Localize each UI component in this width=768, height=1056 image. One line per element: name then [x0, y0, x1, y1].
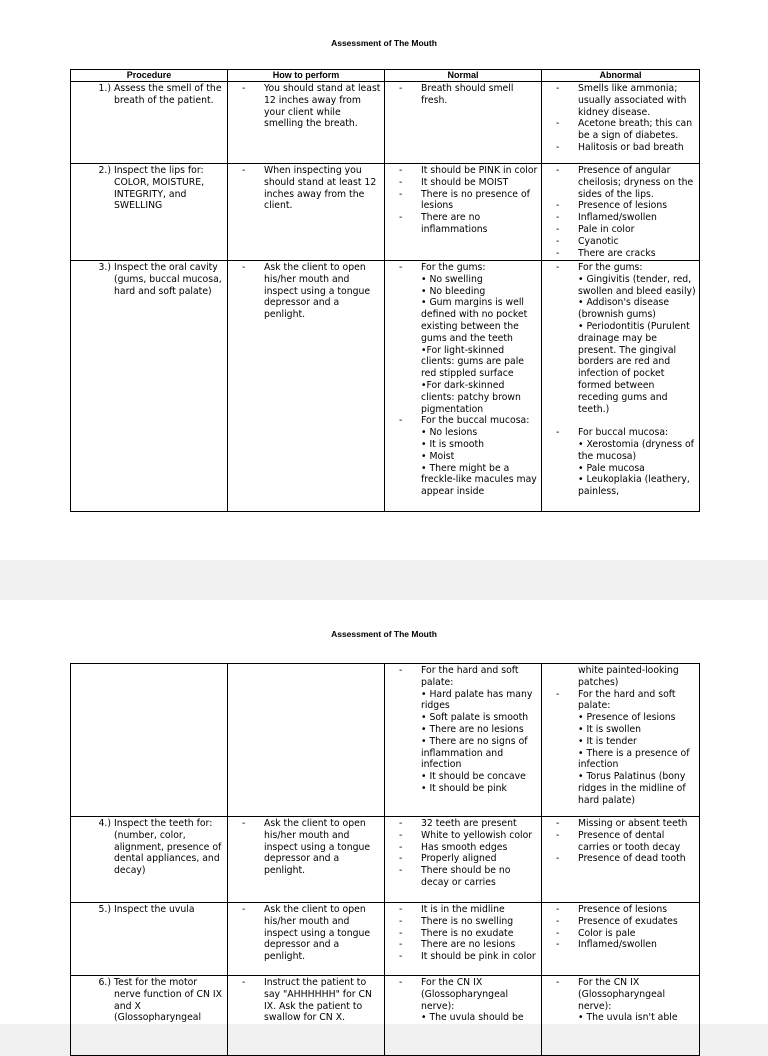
list-item-text: For the CN IX (Glossopharyngeal nerve): • The uvula should be	[421, 977, 524, 1024]
dash-marker: -	[242, 83, 246, 94]
dash-marker: -	[242, 262, 246, 273]
list-item	[230, 818, 382, 877]
list-item-text: Ask the client to open his/her mouth and inspect using a tongue depressor and a penlight.	[264, 262, 371, 321]
dash-marker: -	[556, 235, 560, 247]
page-title: Assessment of The Mouth	[331, 38, 437, 48]
list-item-text: There is no exudate	[421, 927, 514, 939]
list-item-text: For the CN IX (Glossopharyngeal nerve): • The uvula isn't able	[578, 977, 678, 1024]
table-row	[71, 976, 700, 1056]
dash-marker: -	[556, 83, 560, 94]
list-item-text: Presence of angular cheilosis; dryness on the sides of the lips.	[578, 165, 694, 200]
list-item	[387, 865, 539, 889]
list-item-text: It should be MOIST	[421, 176, 509, 188]
dash-list	[387, 904, 539, 963]
dash-marker: -	[556, 200, 560, 212]
dash-marker: -	[556, 939, 560, 951]
dash-marker: -	[556, 118, 560, 130]
dash-marker: -	[399, 188, 403, 200]
how-to-perform-cell	[228, 664, 385, 817]
dash-marker: -	[399, 262, 403, 273]
dash-marker: -	[399, 853, 403, 865]
dash-list	[387, 262, 539, 498]
list-item-text: For the buccal mucosa: • No lesions • It is smooth • Moist • There might be a freckle-like macules may appear inside	[421, 415, 537, 498]
dash-marker: -	[399, 939, 403, 951]
list-item-text: Presence of dental carries or tooth decay	[578, 829, 681, 853]
list-item	[387, 83, 539, 107]
list-item-text: For the gums: • Gingivitis (tender, red, swollen and bleed easily) • Addison's disease (brownish gums) • Periodontitis (Purulent drainage may be present. The gingival borders are red and infection of pocket formed between receding gums and teeth.)	[578, 262, 696, 415]
procedure-text: Inspect the uvula	[114, 904, 195, 915]
procedure-text: Inspect the lips for: COLOR, MOISTURE, INTEGRITY, and SWELLING	[114, 165, 205, 212]
list-item-text: Cyanotic	[578, 235, 619, 247]
list-item-text: White to yellowish color	[421, 829, 533, 841]
dash-marker: -	[399, 841, 403, 853]
dash-list	[230, 83, 382, 130]
list-item	[544, 118, 697, 142]
dash-list	[544, 904, 697, 951]
dash-marker: -	[556, 262, 560, 273]
list-item-text: You should stand at least 12 inches away from your client while smelling the breath.	[264, 83, 381, 130]
list-item-text: For buccal mucosa: • Xerostomia (dryness of the mucosa) • Pale mucosa • Leukoplakia (leathery, painless,	[578, 427, 694, 498]
table-row	[71, 664, 700, 817]
step-number: 5.)	[98, 904, 111, 915]
procedure-text: Inspect the teeth for: (number, color, alignment, presence of dental appliances, and decay)	[114, 818, 222, 877]
document-page-2	[0, 600, 768, 1024]
dash-list	[230, 904, 382, 963]
list-item-text: For the hard and soft palate: • Presence of lesions • It is swollen • It is tender • There is a presence of infection • Torus Palatinus (bony ridges in the midline of hard palate)	[578, 688, 690, 806]
dash-list	[544, 83, 697, 154]
list-item	[544, 200, 697, 212]
procedure-cell	[71, 164, 228, 261]
list-item	[544, 427, 697, 498]
list-item	[544, 853, 697, 865]
dash-marker: -	[399, 829, 403, 841]
dash-marker: -	[242, 165, 246, 176]
list-item	[387, 904, 539, 916]
list-item	[544, 916, 697, 928]
dash-list	[387, 977, 539, 1024]
list-item-text: Acetone breath; this can be a sign of diabetes.	[578, 118, 693, 142]
procedure-cell	[71, 82, 228, 164]
dash-list	[544, 262, 697, 498]
dash-marker: -	[556, 223, 560, 235]
list-item	[230, 977, 382, 1024]
procedure-text: Inspect the oral cavity (gums, buccal mucosa, hard and soft palate)	[114, 262, 222, 297]
procedure-text: Assess the smell of the breath of the patient.	[114, 83, 222, 106]
dash-marker: -	[242, 977, 246, 988]
dash-list	[544, 165, 697, 259]
table-row	[71, 903, 700, 976]
list-item-text: Instruct the patient to say "AHHHHHH" for CN IX. Ask the patient to swallow for CN X.	[264, 977, 372, 1024]
list-item	[230, 83, 382, 130]
list-item	[387, 916, 539, 928]
dash-list	[544, 818, 697, 865]
step-number: 4.)	[98, 818, 111, 829]
dash-marker: -	[399, 977, 403, 988]
list-item	[230, 262, 382, 321]
procedure-cell	[71, 976, 228, 1056]
dash-marker: -	[399, 83, 403, 94]
dash-marker: -	[399, 927, 403, 939]
procedure-cell	[71, 261, 228, 512]
list-item-text: Presence of dead tooth	[578, 853, 686, 865]
list-item	[544, 262, 697, 415]
page-title: Assessment of The Mouth	[331, 629, 437, 639]
dash-marker: -	[556, 165, 560, 176]
list-item	[387, 818, 539, 830]
list-item-text: Breath should smell fresh.	[421, 83, 514, 106]
list-item-text: It should be PINK in color	[421, 165, 538, 176]
list-item-text: Ask the client to open his/her mouth and inspect using a tongue depressor and a penlight.	[264, 818, 371, 877]
dash-marker: -	[399, 818, 403, 829]
abnormal-cell	[542, 817, 700, 903]
list-item-text: It should be pink in color	[421, 951, 536, 963]
list-item-text: There are no inflammations	[421, 212, 488, 235]
procedure-cell	[71, 903, 228, 976]
list-item-text: Pale in color	[578, 223, 635, 235]
how-to-perform-cell	[228, 82, 385, 164]
step-number: 6.)	[98, 977, 111, 988]
how-to-perform-cell	[228, 261, 385, 512]
list-item	[387, 665, 539, 795]
list-item	[387, 262, 539, 415]
list-item	[387, 165, 539, 177]
how-to-perform-cell	[228, 164, 385, 261]
dash-list	[544, 977, 697, 1024]
list-item-text: There are no lesions	[421, 939, 516, 951]
procedure-cell	[71, 817, 228, 903]
list-item-text: It is in the midline	[421, 904, 505, 915]
dash-marker: -	[556, 688, 560, 700]
abnormal-continued-text: white painted-looking patches)	[578, 665, 679, 688]
table-row	[71, 82, 700, 164]
dash-marker: -	[399, 865, 403, 877]
dash-list	[230, 818, 382, 877]
dash-marker: -	[399, 665, 403, 676]
dash-list	[230, 262, 382, 321]
dash-marker: -	[399, 951, 403, 963]
normal-cell	[385, 261, 542, 512]
list-item	[544, 818, 697, 830]
list-item	[387, 189, 539, 213]
list-item-text: Presence of lesions	[578, 904, 668, 915]
dash-marker: -	[399, 415, 403, 427]
list-item-text: Inflamed/swollen	[578, 939, 657, 951]
dash-marker: -	[556, 927, 560, 939]
how-to-perform-cell	[228, 817, 385, 903]
dash-list	[230, 977, 382, 1024]
procedure-cell	[71, 664, 228, 817]
list-item-text: Smells like ammonia; usually associated with kidney disease.	[578, 83, 687, 118]
list-item-text: Properly aligned	[421, 853, 497, 865]
dash-marker: -	[399, 915, 403, 927]
list-item-text: There is no presence of lesions	[421, 188, 530, 212]
list-item-text: For the gums: • No swelling • No bleeding • Gum margins is well defined with no pocket existing between the gums and the teeth •For light-skinned clients: gums are pale red stippled surface •For dark-skinned clients: patchy brown pigmentation	[421, 262, 528, 415]
list-item-text: When inspecting you should stand at least 12 inches away from the client.	[264, 165, 377, 212]
dash-marker: -	[399, 165, 403, 176]
abnormal-cell	[542, 903, 700, 976]
normal-cell	[385, 976, 542, 1056]
dash-list	[387, 665, 539, 795]
list-item-text: Has smooth edges	[421, 841, 508, 853]
abnormal-cell	[542, 164, 700, 261]
how-to-perform-cell	[228, 903, 385, 976]
normal-cell	[385, 164, 542, 261]
list-item	[544, 224, 697, 236]
list-item	[544, 165, 697, 200]
how-to-perform-cell	[228, 976, 385, 1056]
table-header-row	[71, 70, 700, 82]
list-item	[544, 928, 697, 940]
dash-marker: -	[399, 904, 403, 915]
list-item	[230, 904, 382, 963]
dash-list	[544, 689, 697, 807]
header-procedure: Procedure	[71, 70, 228, 82]
list-item	[544, 236, 697, 248]
list-item-text: Presence of lesions	[578, 200, 668, 212]
list-item	[387, 177, 539, 189]
step-number: 1.)	[98, 83, 111, 94]
list-item-text: Missing or absent teeth	[578, 818, 688, 829]
step-number: 2.)	[98, 165, 111, 176]
list-item	[544, 689, 697, 807]
header-abnormal: Abnormal	[542, 70, 700, 82]
list-item	[544, 212, 697, 224]
table-row	[71, 817, 700, 903]
spacer	[544, 415, 697, 427]
list-item	[544, 904, 697, 916]
normal-cell	[385, 817, 542, 903]
dash-list	[387, 818, 539, 889]
dash-marker: -	[399, 176, 403, 188]
list-item	[387, 842, 539, 854]
dash-marker: -	[242, 818, 246, 829]
dash-marker: -	[556, 853, 560, 865]
dash-marker: -	[556, 915, 560, 927]
table-body	[71, 82, 700, 512]
list-item	[544, 142, 697, 154]
list-item-text: Halitosis or bad breath	[578, 141, 684, 153]
normal-cell	[385, 82, 542, 164]
step-number: 3.)	[98, 262, 111, 273]
header-normal: Normal	[385, 70, 542, 82]
dash-marker: -	[556, 977, 560, 988]
table-row	[71, 261, 700, 512]
dash-marker: -	[556, 818, 560, 829]
list-item	[387, 212, 539, 236]
list-item	[387, 939, 539, 951]
list-item	[387, 853, 539, 865]
dash-marker: -	[556, 904, 560, 915]
list-item	[387, 928, 539, 940]
abnormal-cell	[542, 976, 700, 1056]
list-item	[544, 83, 697, 118]
list-item	[387, 415, 539, 498]
dash-marker: -	[556, 212, 560, 224]
list-item	[544, 977, 697, 1024]
list-item-text: 32 teeth are present	[421, 818, 517, 829]
dash-list	[387, 83, 539, 107]
normal-cell	[385, 903, 542, 976]
dash-list	[387, 165, 539, 236]
table-body	[71, 664, 700, 1056]
dash-list	[230, 165, 382, 212]
dash-marker: -	[242, 904, 246, 915]
list-item-text: There should be no decay or carries	[421, 865, 511, 888]
header-how-to-perform: How to perform	[228, 70, 385, 82]
abnormal-cell	[542, 261, 700, 512]
assessment-table-continued	[70, 663, 700, 1056]
table-row	[71, 164, 700, 261]
list-item	[387, 977, 539, 1024]
abnormal-cell	[542, 664, 700, 817]
list-item-text: Presence of exudates	[578, 915, 678, 927]
dash-marker: -	[556, 141, 560, 153]
list-item	[544, 248, 697, 260]
dash-marker: -	[556, 427, 560, 439]
list-item	[544, 939, 697, 951]
dash-marker: -	[556, 829, 560, 841]
list-item	[387, 830, 539, 842]
list-item-text: There are cracks	[578, 247, 656, 259]
procedure-text: Test for the motor nerve function of CN IX and X (Glossopharyngeal	[114, 977, 222, 1024]
list-item-text: There is no swelling	[421, 915, 514, 927]
list-item	[387, 951, 539, 963]
list-item-text: Inflamed/swollen	[578, 212, 657, 224]
dash-marker: -	[556, 247, 560, 259]
dash-marker: -	[399, 212, 403, 224]
abnormal-cell	[542, 82, 700, 164]
list-item-text: Color is pale	[578, 927, 636, 939]
normal-cell	[385, 664, 542, 817]
assessment-table	[70, 69, 700, 512]
list-item	[230, 165, 382, 212]
list-item-text: Ask the client to open his/her mouth and inspect using a tongue depressor and a penlight.	[264, 904, 371, 963]
list-item-text: For the hard and soft palate: • Hard palate has many ridges • Soft palate is smooth • There are no lesions • There are no signs of inflammation and infection • It should be concave • It should be pink	[421, 665, 533, 794]
list-item	[544, 830, 697, 854]
